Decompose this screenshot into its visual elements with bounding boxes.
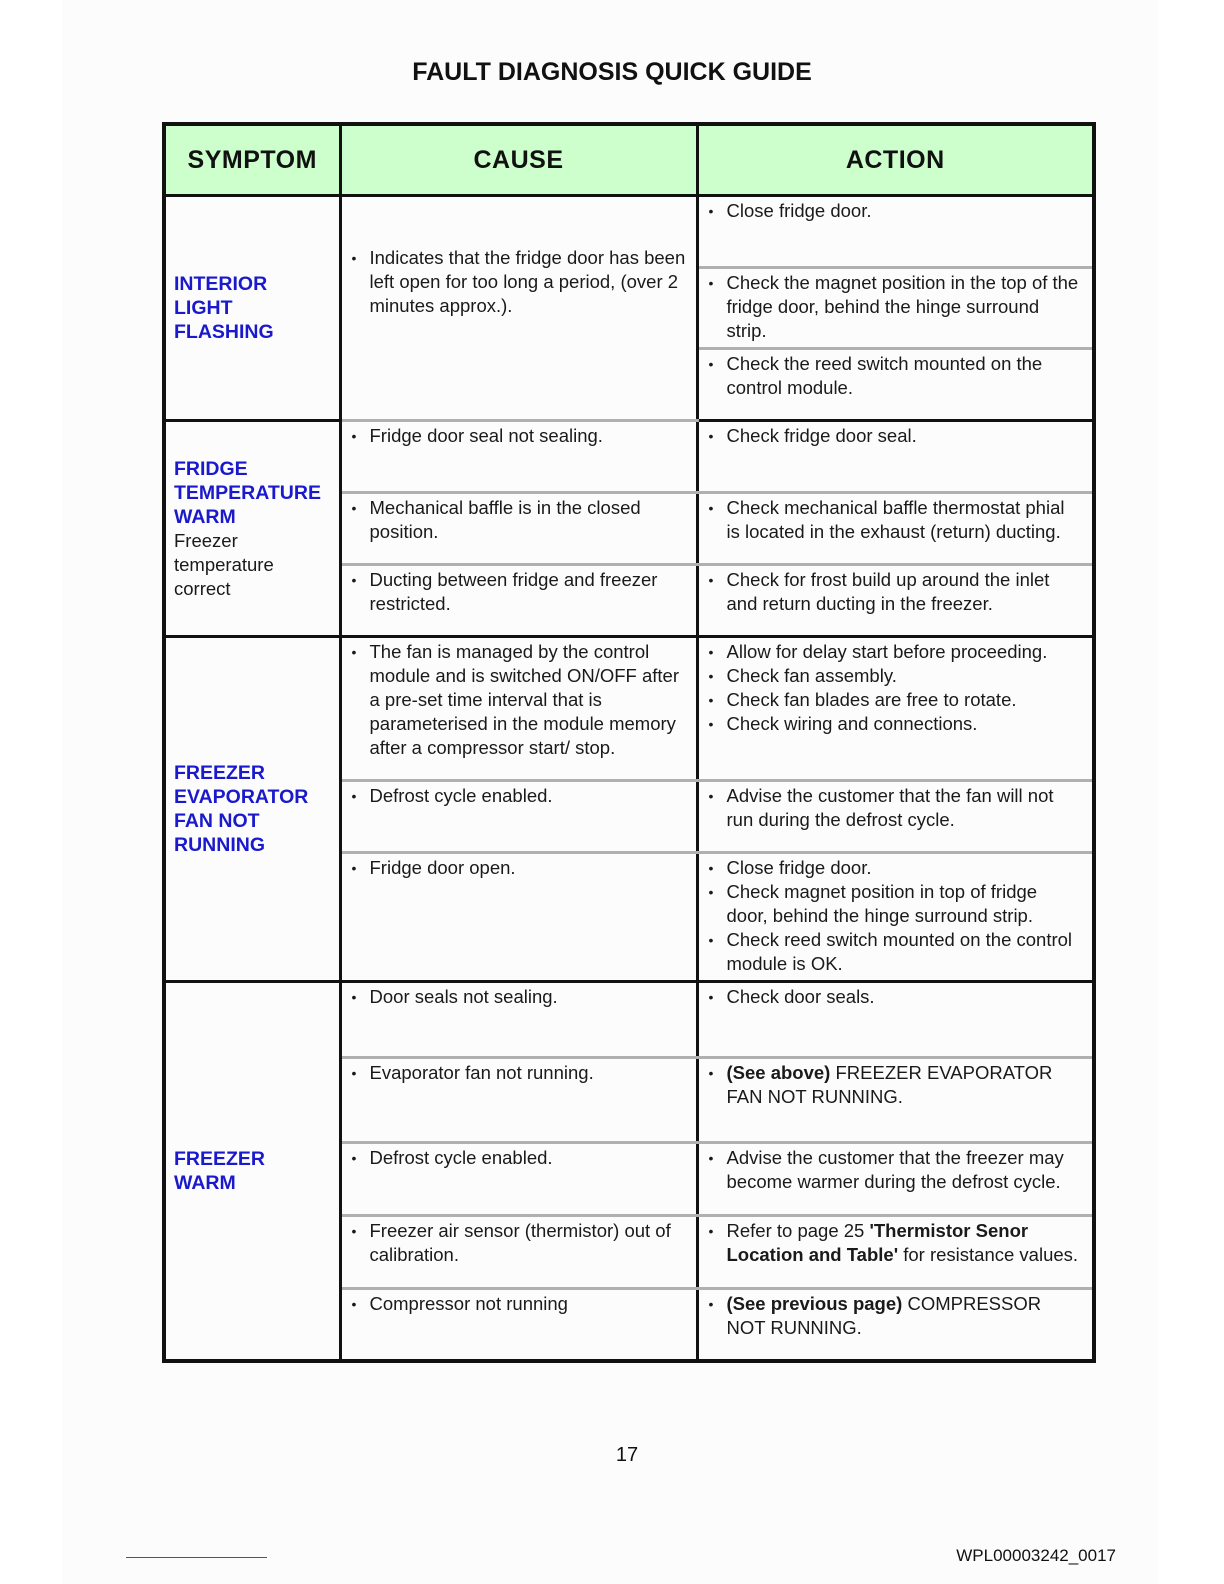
list-item: • (See above) FREEZER EVAPORATOR FAN NOT RUNNING. [705, 1061, 1083, 1109]
list-item: • Door seals not sealing. [348, 985, 686, 1009]
action-cell [697, 268, 1094, 349]
action-cell [697, 637, 1094, 781]
cause-cell [340, 565, 697, 637]
cause-cell [340, 1289, 697, 1361]
list-item: • (See previous page) COMPRESSOR NOT RUNNING. [705, 1292, 1083, 1340]
list-item: • Advise the customer that the freezer may become warmer during the defrost cycle. [705, 1146, 1083, 1194]
list-item: • Check reed switch mounted on the control module is OK. [705, 928, 1083, 976]
cause-cell [340, 781, 697, 853]
cause-cell [340, 637, 697, 781]
table-row [164, 982, 1094, 1058]
list-item: • Close fridge door. [705, 199, 1083, 223]
cause-cell [340, 196, 697, 421]
header-cause: CAUSE [340, 124, 697, 196]
list-item: • Check fan assembly. [705, 664, 1083, 688]
action-cell [697, 1216, 1094, 1289]
list-item: • Allow for delay start before proceeding. [705, 640, 1083, 664]
symptom-cell [164, 196, 340, 421]
symptom-title: FRIDGE TEMPERATURE WARM [174, 457, 321, 528]
table-row [164, 421, 1094, 493]
table-row [164, 196, 1094, 268]
list-item: • Check the reed switch mounted on the control module. [705, 352, 1083, 400]
table-row [164, 637, 1094, 781]
action-cell [697, 493, 1094, 565]
cause-cell [340, 982, 697, 1058]
list-item: • Check wiring and connections. [705, 712, 1083, 736]
document-id: WPL00003242_0017 [956, 1546, 1116, 1565]
list-item: • Indicates that the fridge door has been left open for too long a period, (over 2 minutes approx.). [348, 246, 686, 318]
cause-cell [340, 421, 697, 493]
cause-cell [340, 1216, 697, 1289]
action-cell [697, 1143, 1094, 1216]
action-cell [697, 781, 1094, 853]
list-item: • Check door seals. [705, 985, 1083, 1009]
list-item: • Fridge door open. [348, 856, 686, 880]
symptom-title: FREEZER WARM [174, 1147, 266, 1194]
footer-divider [126, 1557, 267, 1558]
list-item: • Check for frost build up around the inlet and return ducting in the freezer. [705, 568, 1083, 616]
header-symptom: SYMPTOM [164, 124, 340, 196]
list-item: • Evaporator fan not running. [348, 1061, 686, 1085]
symptom-cell [164, 637, 340, 982]
list-item: • The fan is managed by the control module and is switched ON/OFF after a pre-set time interval that is parameterised in the module memory after a compressor start/ stop. [348, 640, 686, 760]
symptom-cell [164, 421, 340, 637]
header-action: ACTION [697, 124, 1094, 196]
action-cell [697, 853, 1094, 982]
list-item: • Compressor not running [348, 1292, 686, 1316]
cause-cell [340, 493, 697, 565]
action-cell [697, 1058, 1094, 1143]
action-cell [697, 982, 1094, 1058]
page-title: FAULT DIAGNOSIS QUICK GUIDE [412, 58, 812, 86]
list-item: • Close fridge door. [705, 856, 1083, 880]
list-item: • Defrost cycle enabled. [348, 1146, 686, 1170]
list-item: • Advise the customer that the fan will not run during the defrost cycle. [705, 784, 1083, 832]
list-item: • Refer to page 25 'Thermistor Senor Location and Table' for resistance values. [705, 1219, 1083, 1267]
list-item: • Check the magnet position in the top of the fridge door, behind the hinge surround strip. [705, 271, 1083, 343]
list-item: • Fridge door seal not sealing. [348, 424, 686, 448]
fault-diagnosis-table [162, 122, 1096, 1363]
cause-cell [340, 1058, 697, 1143]
list-item: • Check magnet position in top of fridge door, behind the hinge surround strip. [705, 880, 1083, 928]
cause-cell [340, 1143, 697, 1216]
page-number: 17 [615, 1444, 639, 1466]
list-item: • Check fridge door seal. [705, 424, 1083, 448]
action-cell [697, 1289, 1094, 1361]
list-item: • Defrost cycle enabled. [348, 784, 686, 808]
symptom-title: INTERIOR LIGHT FLASHING [174, 273, 274, 343]
list-item: • Mechanical baffle is in the closed position. [348, 496, 686, 544]
symptom-cell [164, 982, 340, 1361]
header-row [164, 124, 1094, 196]
action-cell [697, 421, 1094, 493]
symptom-title: FREEZER EVAPORATOR FAN NOT RUNNING [174, 762, 309, 856]
cause-cell [340, 853, 697, 982]
list-item: • Check mechanical baffle thermostat phial is located in the exhaust (return) ducting. [705, 496, 1083, 544]
action-cell [697, 196, 1094, 268]
symptom-note: Freezer temperature correct [174, 529, 274, 599]
action-cell [697, 349, 1094, 421]
list-item: • Freezer air sensor (thermistor) out of calibration. [348, 1219, 686, 1267]
list-item: • Check fan blades are free to rotate. [705, 688, 1083, 712]
list-item: • Ducting between fridge and freezer restricted. [348, 568, 686, 616]
action-cell [697, 565, 1094, 637]
